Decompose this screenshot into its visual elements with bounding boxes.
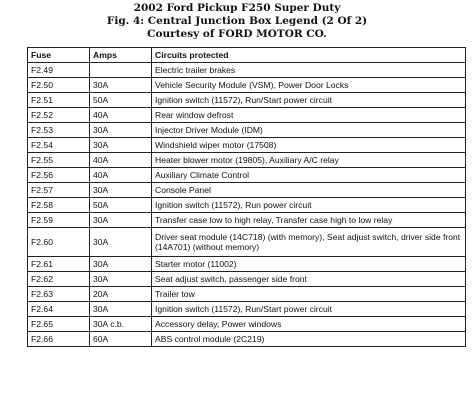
circuit-cell: Heater blower motor (19805), Auxiliary A/C relay [152, 153, 466, 168]
fuse-cell: F2.59 [28, 213, 90, 228]
table-header-row [28, 48, 466, 63]
amps-cell: 20A [90, 287, 152, 302]
table-row [28, 198, 466, 213]
table-row [28, 228, 466, 257]
column-header-circuits: Circuits protected [152, 48, 466, 63]
circuit-cell: Seat adjust switch, passenger side front [152, 272, 466, 287]
table-row [28, 108, 466, 123]
amps-cell: 30A [90, 228, 152, 257]
amps-cell: 40A [90, 153, 152, 168]
amps-cell: 50A [90, 198, 152, 213]
fuse-cell: F2.55 [28, 153, 90, 168]
fuse-cell: F2.65 [28, 317, 90, 332]
table-row [28, 272, 466, 287]
circuit-cell: Ignition switch (11572), Run power circuit [152, 198, 466, 213]
circuit-cell: Rear window defrost [152, 108, 466, 123]
fuse-cell: F2.51 [28, 93, 90, 108]
amps-cell: 30A [90, 123, 152, 138]
document-title: 2002 Ford Pickup F250 Super Duty [133, 2, 341, 14]
fuse-cell: F2.66 [28, 332, 90, 347]
table-row [28, 332, 466, 347]
table-row [28, 183, 466, 198]
circuit-cell: Auxiliary Climate Control [152, 168, 466, 183]
fuse-cell: F2.50 [28, 78, 90, 93]
table-row [28, 123, 466, 138]
fuse-legend-table [27, 47, 466, 347]
circuit-cell: Starter motor (11002) [152, 257, 466, 272]
credit-line: Courtesy of FORD MOTOR CO. [147, 28, 327, 40]
title-block [0, 2, 474, 41]
amps-cell: 30A c.b. [90, 317, 152, 332]
amps-cell: 40A [90, 168, 152, 183]
circuit-cell: Injector Driver Module (IDM) [152, 123, 466, 138]
amps-cell: 30A [90, 213, 152, 228]
fuse-cell: F2.64 [28, 302, 90, 317]
circuit-cell: Windshield wiper motor (17508) [152, 138, 466, 153]
column-header-amps: Amps [90, 48, 152, 63]
fuse-cell: F2.57 [28, 183, 90, 198]
amps-cell: 30A [90, 138, 152, 153]
circuit-cell: Ignition switch (11572), Run/Start power circuit [152, 93, 466, 108]
circuit-cell: Accessory delay, Power windows [152, 317, 466, 332]
amps-cell [90, 63, 152, 78]
circuit-cell: Transfer case low to high relay, Transfer case high to low relay [152, 213, 466, 228]
table-row [28, 317, 466, 332]
fuse-cell: F2.61 [28, 257, 90, 272]
table-row [28, 302, 466, 317]
amps-cell: 30A [90, 302, 152, 317]
table-row [28, 287, 466, 302]
circuit-cell: Electric trailer brakes [152, 63, 466, 78]
fuse-cell: F2.54 [28, 138, 90, 153]
fuse-cell: F2.60 [28, 228, 90, 257]
fuse-cell: F2.58 [28, 198, 90, 213]
amps-cell: 40A [90, 108, 152, 123]
circuit-cell: Trailer tow [152, 287, 466, 302]
fuse-cell: F2.52 [28, 108, 90, 123]
table-row [28, 63, 466, 78]
figure-caption: Fig. 4: Central Junction Box Legend (2 Of 2) [106, 15, 368, 27]
fuse-cell: F2.63 [28, 287, 90, 302]
fuse-cell: F2.56 [28, 168, 90, 183]
amps-cell: 30A [90, 272, 152, 287]
circuit-cell: Console Panel [152, 183, 466, 198]
circuit-cell: Vehicle Security Module (VSM), Power Door Locks [152, 78, 466, 93]
table-row [28, 78, 466, 93]
table-body [28, 63, 466, 347]
circuit-cell: ABS control module (2C219) [152, 332, 466, 347]
fuse-cell: F2.49 [28, 63, 90, 78]
circuit-cell: Ignition switch (11572), Run/Start power circuit [152, 302, 466, 317]
table-row [28, 153, 466, 168]
amps-cell: 30A [90, 257, 152, 272]
circuit-cell: Driver seat module (14C718) (with memory), Seat adjust switch, driver side front (14A701) (without memory) [152, 228, 466, 257]
amps-cell: 30A [90, 183, 152, 198]
amps-cell: 50A [90, 93, 152, 108]
amps-cell: 30A [90, 78, 152, 93]
table-row [28, 257, 466, 272]
column-header-fuse: Fuse [28, 48, 90, 63]
table-row [28, 93, 466, 108]
amps-cell: 60A [90, 332, 152, 347]
fuse-cell: F2.53 [28, 123, 90, 138]
fuse-cell: F2.62 [28, 272, 90, 287]
table-row [28, 168, 466, 183]
table-row [28, 138, 466, 153]
table-row [28, 213, 466, 228]
